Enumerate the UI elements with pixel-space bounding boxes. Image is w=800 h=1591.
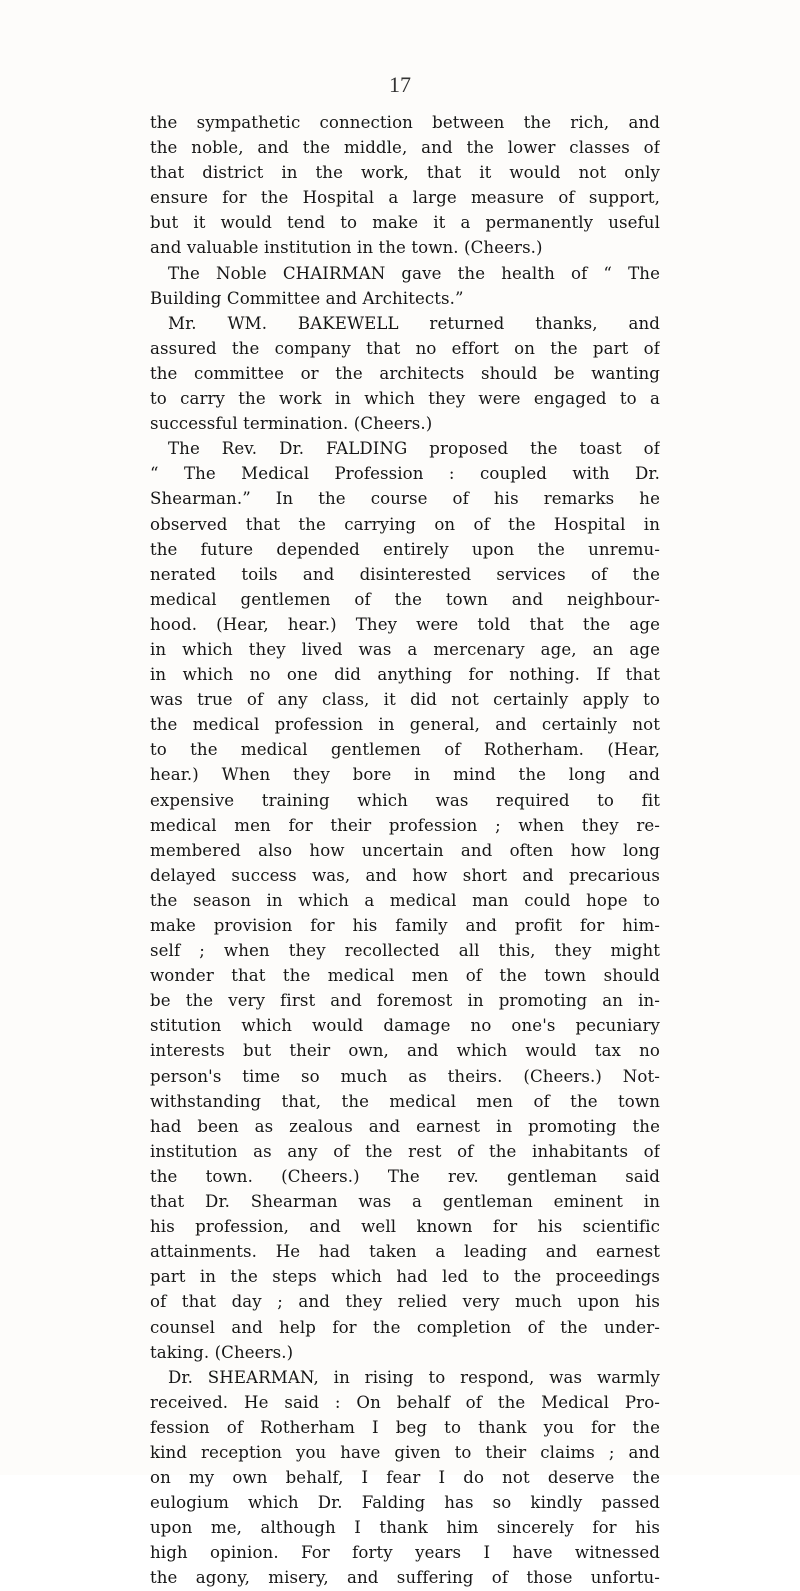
text-line: self ; when they recollected all this, they might — [150, 941, 660, 961]
text-line: high opinion. For forty years I have witnessed — [150, 1543, 660, 1563]
text-line: the town. (Cheers.) The rev. gentleman said — [150, 1166, 660, 1186]
text-line: The Noble CHAIRMAN gave the health of “ The — [168, 263, 660, 283]
text-line: Dr. SHEARMAN, in rising to respond, was warmly — [168, 1367, 660, 1387]
text-line: assured the company that no effort on the part of — [150, 338, 660, 358]
text-line: fession of Rotherham I beg to thank you for the — [150, 1417, 660, 1437]
text-line: be the very first and foremost in promoting an in- — [150, 991, 660, 1011]
text-line: the medical profession in general, and certainly not — [150, 715, 660, 735]
text-line: wonder that the medical men of the town should — [150, 966, 660, 986]
text-line: withstanding that, the medical men of the town — [150, 1091, 660, 1111]
text-line: the sympathetic connection between the rich, and — [150, 113, 660, 132]
text-line: was true of any class, it did not certainly apply to — [150, 690, 660, 710]
text-line: interests but their own, and which would tax no — [150, 1041, 660, 1061]
text-line: stitution which would damage no one's pecuniary — [150, 1016, 660, 1036]
text-line: his profession, and well known for his scientific — [150, 1217, 660, 1237]
text-line: nerated toils and disinterested services of the — [150, 564, 660, 584]
text-line: and valuable institution in the town. (Cheers.) — [150, 238, 543, 258]
text-line: person's time so much as theirs. (Cheers.) Not- — [150, 1066, 660, 1086]
text-line: of that day ; and they relied very much upon his — [150, 1292, 660, 1312]
text-line: the future depended entirely upon the unremu- — [150, 539, 660, 559]
text-line: received. He said : On behalf of the Medical Pro- — [150, 1392, 660, 1412]
page-number: 17 — [389, 72, 411, 97]
text-line: that district in the work, that it would not only — [150, 163, 660, 183]
text-line: Mr. WM. BAKEWELL returned thanks, and — [168, 313, 660, 333]
text-line: expensive training which was required to fit — [150, 790, 660, 810]
text-line: membered also how uncertain and often how long — [150, 840, 660, 860]
text-line: that Dr. Shearman was a gentleman eminent in — [150, 1192, 660, 1212]
text-line: attainments. He had taken a leading and earnest — [150, 1242, 660, 1262]
text-line: but it would tend to make it a permanently useful — [150, 213, 660, 233]
text-line: on my own behalf, I fear I do not deserve the — [150, 1468, 660, 1488]
text-line: upon me, although I thank him sincerely for his — [150, 1518, 660, 1538]
text-line: counsel and help for the completion of the under- — [150, 1317, 660, 1337]
text-line: make provision for his family and profit for him- — [150, 916, 660, 935]
body-text — [150, 110, 660, 1591]
text-line: delayed success was, and how short and precarious — [150, 865, 660, 885]
text-line: part in the steps which had led to the proceedings — [150, 1267, 660, 1287]
text-line: to the medical gentlemen of Rotherham. (Hear, — [150, 740, 660, 760]
text-line: ensure for the Hospital a large measure of support, — [150, 188, 660, 208]
text-line: taking. (Cheers.) — [150, 1342, 294, 1362]
text-line: The Rev. Dr. FALDING proposed the toast of — [168, 439, 660, 459]
text-line: institution as any of the rest of the inhabitants of — [150, 1141, 660, 1161]
text-line: the committee or the architects should be wanting — [150, 363, 660, 383]
text-line: in which they lived was a mercenary age, an age — [150, 639, 660, 659]
text-line: hood. (Hear, hear.) They were told that the age — [150, 614, 660, 634]
text-line: hear.) When they bore in mind the long and — [150, 765, 660, 785]
text-line: to carry the work in which they were engaged to a — [150, 389, 660, 409]
text-line: medical gentlemen of the town and neighbour- — [150, 589, 660, 609]
text-line: in which no one did anything for nothing. If that — [150, 665, 660, 685]
text-line: successful termination. (Cheers.) — [150, 414, 433, 434]
text-line: Building Committee and Architects.” — [150, 288, 464, 308]
text-line: eulogium which Dr. Falding has so kindly passed — [150, 1493, 660, 1513]
text-line: kind reception you have given to their claims ; and — [150, 1442, 660, 1462]
text-line: the agony, misery, and suffering of those unfortu- — [150, 1568, 660, 1588]
text-line: Shearman.” In the course of his remarks he — [150, 489, 660, 509]
text-line: had been as zealous and earnest in promoting the — [150, 1116, 660, 1136]
text-line: observed that the carrying on of the Hospital in — [150, 514, 660, 534]
text-line: the noble, and the middle, and the lower classes of — [150, 138, 660, 158]
text-line: the season in which a medical man could hope to — [150, 890, 660, 910]
text-line: “ The Medical Profession : coupled with Dr. — [150, 464, 660, 484]
text-line: medical men for their profession ; when they re- — [150, 815, 660, 835]
